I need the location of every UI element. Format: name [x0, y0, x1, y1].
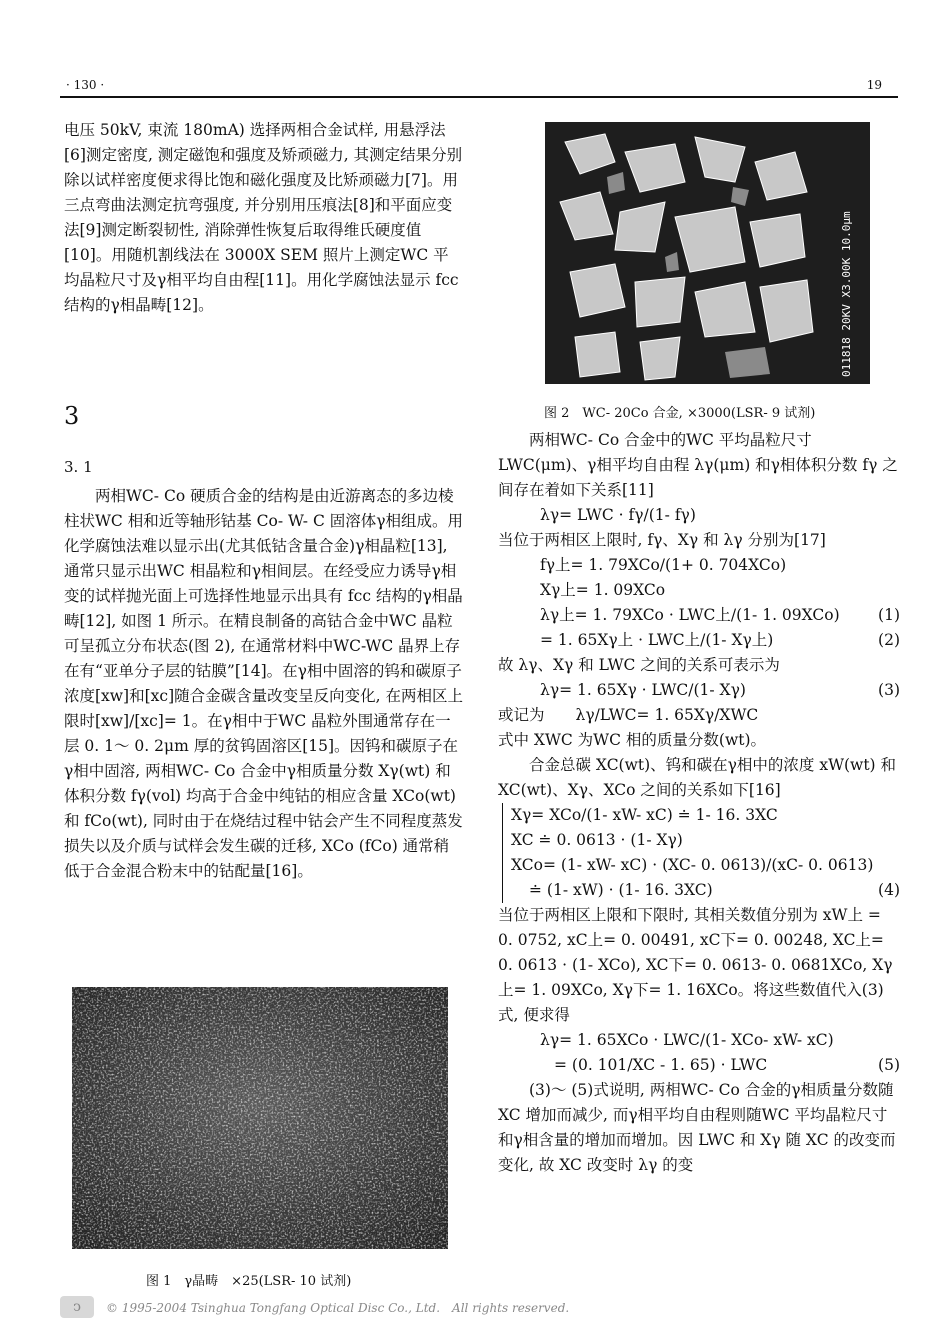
copyright-text: © 1995-2004 Tsinghua Tongfang Optical Disc Co., Ltd. All rights reserved.	[106, 1300, 570, 1315]
right-text-1: 两相WC- Co 合金中的WC 平均晶粒尺寸 LWC(μm)、γ相平均自由程 λγ(μm) 和γ相体积分数 fγ 之间存在着如下关系[11]	[498, 431, 898, 499]
publisher-logo-icon: ↄ	[60, 1296, 94, 1318]
volume-number: 19	[866, 78, 882, 92]
equation-2-text: = 1. 65Xγ上 · LWC上/(1- Xγ上)	[540, 631, 774, 649]
right-text-7: 当位于两相区上限和下限时, 其相关数值分别为 xW上 = 0. 0752, xC上= 0. 00491, xC下= 0. 00248, XC上= 0. 0613 · (1- XCo), XC下= 0. 0613- 0. 0681XCo, Xγ上= 1. 09XCo, Xγ下= 1. 16XCo。将这些数值代入(3)式, 便求得	[498, 906, 893, 1024]
subsection-title: 3. 1	[64, 458, 93, 476]
right-text-2: 当位于两相区上限时, fγ、Xγ 和 λγ 分别为[17]	[498, 531, 826, 549]
equation-2-number: (2)	[878, 631, 900, 649]
figure-2-sem-image	[545, 122, 870, 384]
right-text-4: 或记为 λγ/LWC= 1. 65Xγ/XWC	[498, 706, 759, 724]
right-text-6: 合金总碳 XC(wt)、钨和碳在γ相中的浓度 xW(wt) 和 XC(wt)、Xγ、XCo 之间的关系如下[16]	[498, 756, 897, 799]
equation-c	[498, 578, 900, 603]
header-rule	[60, 96, 898, 98]
equation-3-text: λγ= 1. 65Xγ · LWC/(1- Xγ)	[540, 681, 746, 699]
equation-3-number: (3)	[878, 681, 900, 699]
equation-1	[498, 603, 900, 628]
copyright-footer	[60, 1296, 569, 1318]
equation-5b-text: = (0. 101/XC - 1. 65) · LWC	[554, 1056, 768, 1074]
equation-2	[498, 628, 900, 653]
right-text-3: 故 λγ、Xγ 和 LWC 之间的关系可表示为	[498, 656, 780, 674]
equation-5a	[498, 1028, 900, 1053]
equation-5b	[498, 1053, 900, 1078]
left-text-1: 电压 50kV, 束流 180mA) 选择两相合金试样, 用悬浮法[6]测定密度, 测定磁饱和强度及矫顽磁力, 其测定结果分别除以试样密度便求得比饱和磁化强度及比矫顽磁力[7]。用三点弯曲法测定抗弯强度, 并分别用压痕法[8]和平面应变法[9]测定断裂韧性, 消除弹性恢复后取得维氏硬度值[10]。用随机割线法在 3000X SEM 照片上测定WC 平均晶粒尺寸及γ相平均自由程[11]。用化学腐蚀法显示 fcc 结构的γ相晶畴[12]。	[64, 121, 463, 314]
system-line-2: XC ≐ 0. 0613 · (1- Xγ)	[511, 831, 683, 849]
equation-5-number: (5)	[878, 1056, 900, 1074]
left-paragraph-2	[64, 484, 464, 884]
system-line-3: XCo= (1- xW- xC) · (XC- 0. 0613)/(xC- 0. 0613)	[511, 856, 874, 874]
system-line-4: ≐ (1- xW) · (1- 16. 3XC)	[529, 881, 713, 899]
equation-1-number: (1)	[878, 606, 900, 624]
section-title: 3	[64, 402, 80, 430]
equation-c-text: Xγ上= 1. 09XCo	[540, 581, 666, 599]
right-text-5: 式中 XWC 为WC 相的质量分数(wt)。	[498, 731, 766, 749]
system-line-1: Xγ= XCo/(1- xW- xC) ≐ 1- 16. 3XC	[511, 806, 778, 824]
figure-1-caption: 图 1 γ晶畴 ×25(LSR- 10 试剂)	[146, 1274, 352, 1289]
left-paragraph-1	[64, 118, 464, 318]
equation-3	[498, 678, 900, 703]
equation-system-4	[502, 803, 900, 903]
figure-1-micrograph	[72, 987, 448, 1249]
right-text-8: (3)～ (5)式说明, 两相WC- Co 合金的γ相质量分数随 XC 增加而减少, 而γ相平均自由程则随WC 平均晶粒尺寸和γ相含量的增加而增加。因 LWC 和 Xγ 随 XC 的改变而变化, 故 XC 改变时 λγ 的变	[498, 1081, 896, 1174]
equation-b	[498, 553, 900, 578]
right-column	[498, 428, 900, 1178]
figure-2-scale-label: 011818 20KV X3.00K 10.0μm	[840, 211, 853, 377]
equation-a-text: λγ= LWC · fγ/(1- fγ)	[540, 506, 696, 524]
equation-b-text: fγ上= 1. 79XCo/(1+ 0. 704XCo)	[540, 556, 787, 574]
equation-1-text: λγ上= 1. 79XCo · LWC上/(1- 1. 09XCo)	[540, 606, 840, 624]
left-text-2: 两相WC- Co 硬质合金的结构是由近游离态的多边棱柱状WC 相和近等轴形钴基 Co- W- C 固溶体γ相组成。用化学腐蚀法难以显示出(尤其低钴含量合金)γ相晶粒[13], 通常只显示出WC 相晶粒和γ相间层。在经受应力诱导γ相变的试样抛光面上可选择性地显示出具有 fcc 结构的γ相晶畴[12], 如图 1 所示。在精良制备的高钴合金中WC 晶粒可呈孤立分布状态(图 2), 在通常材料中WC-WC 晶界上存在有“亚单分子层的钴膜”[14]。在γ相中固溶的钨和碳原子浓度[xw]和[xc]随合金碳含量改变呈反向变化, 在两相区上限时[xw]/[xc]= 1。在γ相中于WC 晶粒外围通常存在一层 0. 1～ 0. 2μm 厚的贫钨固溶区[15]。因钨和碳原子在γ相中固溶, 两相WC- Co 合金中γ相质量分数 Xγ(wt) 和体积分数 fγ(vol) 均高于合金中纯钴的相应含量 XCo(wt) 和 fCo(wt), 同时由于在烧结过程中钴会产生不同程度蒸发损失以及介质与试样会发生碳的迁移, XCo (fCo) 通常稍低于合金混合粉末中的钴配量[16]。	[64, 487, 464, 880]
equation-a	[498, 503, 900, 528]
equation-5a-text: λγ= 1. 65XCo · LWC/(1- XCo- xW- xC)	[540, 1031, 834, 1049]
equation-4-number: (4)	[878, 881, 900, 899]
figure-2-caption: 图 2 WC- 20Co 合金, ×3000(LSR- 9 试剂)	[544, 406, 816, 421]
page-number: · 130 ·	[66, 78, 105, 92]
